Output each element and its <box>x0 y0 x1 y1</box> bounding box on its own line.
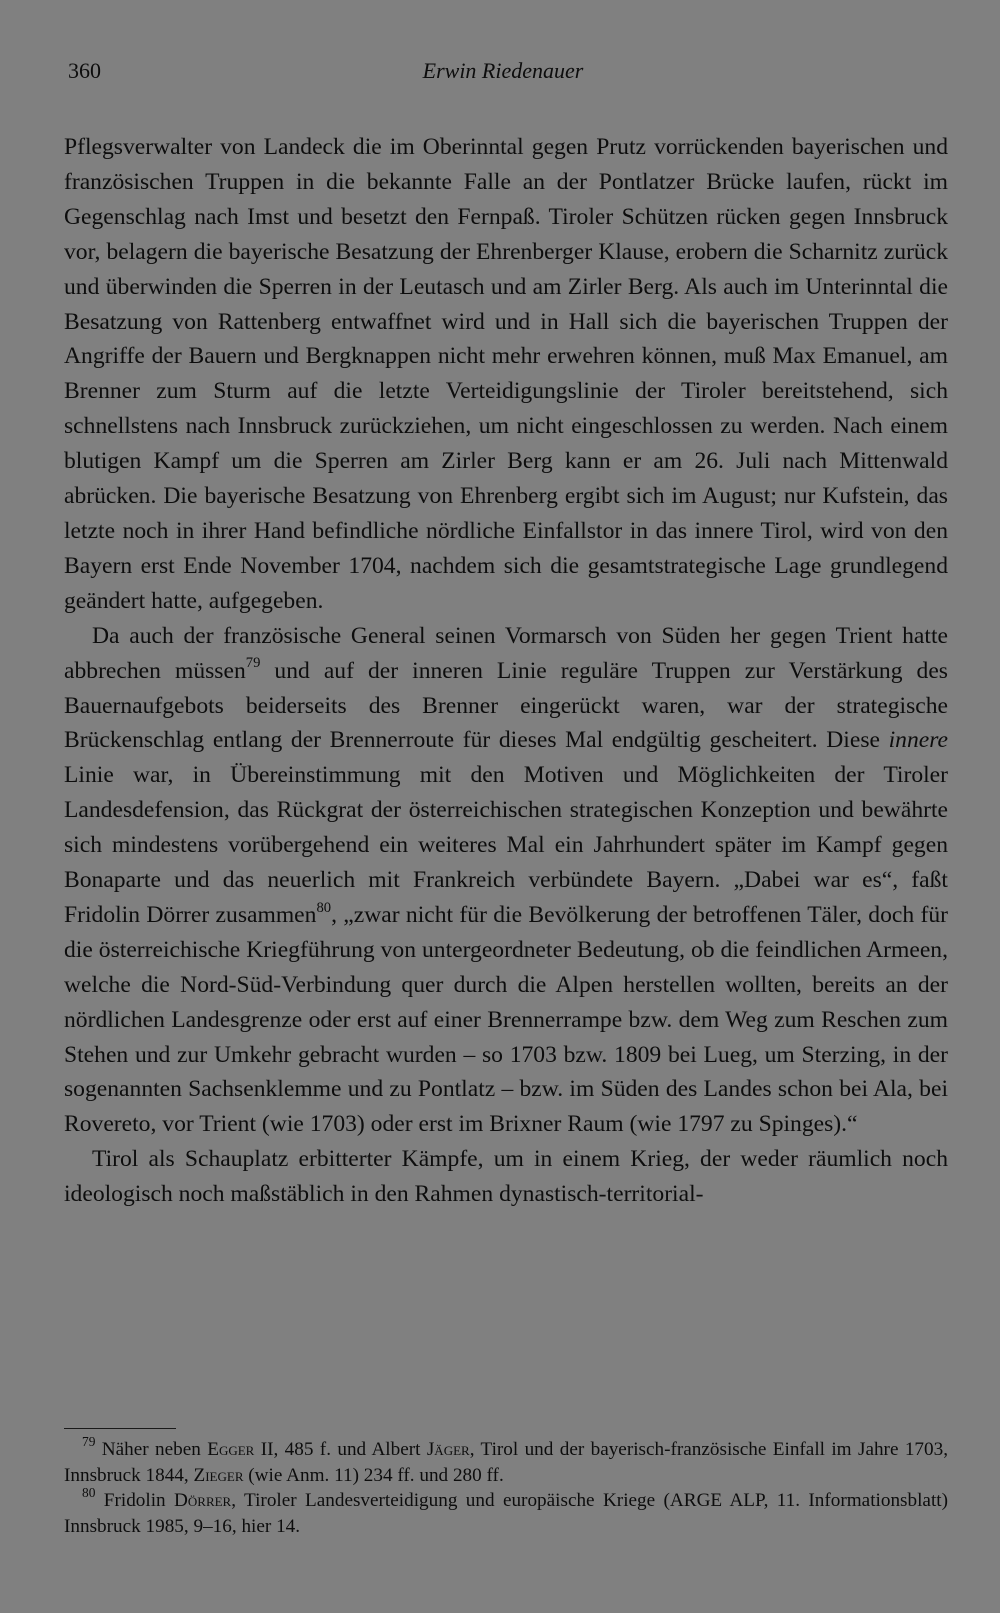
author-zieger: Zieger <box>193 1464 244 1486</box>
page-number: 360 <box>68 58 101 83</box>
footnote-79-text-a: Näher neben <box>95 1439 208 1460</box>
footnote-number-80: 80 <box>82 1485 96 1501</box>
page-header <box>68 58 938 92</box>
paragraph-2 <box>64 619 948 1143</box>
footnote-number-79: 79 <box>82 1434 96 1450</box>
paragraph-3: Tirol als Schauplatz erbitterter Kämpfe, um in einem Krieg, der weder räumlich noch ideologisch noch maßstäblich in den Rahmen dynastisch-territorial- <box>64 1146 948 1208</box>
main-text <box>64 130 948 1212</box>
paragraph-2-part-d: , „zwar nicht für die Bevölkerung der betroffenen Täler, doch für die österreichische Kriegführung von untergeordneter Bedeutung, ob die feindlichen Armeen, welche die Nord-Süd-Verbindung quer durch die Alpen herstellen wollten, bereits an der nördlichen Landesgrenze oder erst auf einer Brennerrampe bzw. dem Weg zum Reschen zum Stehen und zur Umkehr gebracht wurden – so 1703 bzw. 1809 bei Lueg, um Sterzing, in der sogenannten Sachsenklemme und zu Pontlatz – bzw. im Süden des Landes schon bei Ala, bei Rovereto, vor Trient (wie 1703) oder erst im Brixner Raum (wie 1797 zu Spinges).“ <box>64 901 948 1138</box>
footnote-divider <box>64 1428 176 1429</box>
footnotes <box>64 1434 948 1539</box>
footnote-79-text-c: , Tirol und der bayerisch-französische Einfall im Jahre 1703, Innsbruck 1844, <box>64 1439 948 1486</box>
author-jaeger: Jäger <box>426 1439 470 1460</box>
footnote-80-text-a: Fridolin <box>95 1490 175 1512</box>
paragraph-2-part-b: und auf der inneren Linie reguläre Truppen zur Verstärkung des Bauernaufgebots beiderseits des Brenner eingerückt waren, war der strategische Brückenschlag entlang der Brennerroute für dieses Mal endgültig gescheitert. Diese <box>64 657 948 754</box>
footnote-80-text-b: , Tiroler Landesverteidigung und europäische Kriege (ARGE ALP, 11. Informationsblatt) Innsbruck 1985, 9–16, hier 14. <box>64 1490 948 1537</box>
footnote-ref-79[interactable]: 79 <box>245 655 261 672</box>
paragraph-1: Pflegsverwalter von Landeck die im Oberinntal gegen Prutz vorrückenden bayerischen und französischen Truppen in die bekannte Falle an der Pontlatzer Brücke laufen, rückt im Gegenschlag nach Imst und besetzt den Fernpaß. Tiroler Schützen rücken gegen Innsbruck vor, belagern die bayerische Besatzung der Ehrenberger Klause, erobern die Scharnitz zurück und überwinden die Sperren in der Leutasch und am Zirler Berg. Als auch im Unterinntal die Besatzung von Rattenberg entwaffnet wird und in Hall sich die bayerischen Truppen der Angriffe der Bauern und Bergknappen nicht mehr erwehren können, muß Max Emanuel, am Brenner zum Sturm auf die letzte Verteidigungslinie der Tiroler bereitstehend, sich schnellstens nach Innsbruck zurückziehen, um nicht eingeschlossen zu werden. Nach einem blutigen Kampf um die Sperren am Zirler Berg kann er am 26. Juli nach Mittenwald abrücken. Die bayerische Besatzung von Ehrenberg ergibt sich im August; nur Kufstein, das letzte noch in ihrer Hand befindliche nördliche Einfallstor in das innere Tirol, wird von den Bayern erst Ende November 1704, nachdem sich die gesamtstrategische Lage grundlegend geändert hatte, aufgegeben. <box>64 134 948 614</box>
footnote-ref-80[interactable]: 80 <box>316 899 332 916</box>
paragraph-2-part-c: Linie war, in Übereinstimmung mit den Motiven und Möglichkeiten der Tiroler Landesdefension, das Rückgrat der österreichischen strategischen Konzeption und bewährte sich mindestens vorübergehend ein weiteres Mal ein Jahrhundert später im Kampf gegen Bonaparte und das neuerlich mit Frankreich verbündete Bayern. „Dabei war es“, faßt Fridolin Dörrer zusammen <box>64 762 948 928</box>
footnote-79 <box>64 1434 948 1488</box>
footnote-80 <box>64 1485 948 1539</box>
emphasis-innere: innere <box>888 727 948 754</box>
footnote-79-text-b: II, 485 f. und Albert <box>254 1439 427 1460</box>
running-title: Erwin Riedenauer <box>422 58 584 83</box>
paragraph-2-part-a: Da auch der französische General seinen Vormarsch von Süden her gegen Trient hatte abbrechen müssen <box>64 622 948 684</box>
author-doerrer: Dörrer <box>174 1490 232 1512</box>
footnote-79-text-d: (wie Anm. 11) 234 ff. und 280 ff. <box>243 1464 504 1486</box>
author-egger: Egger <box>207 1439 255 1460</box>
